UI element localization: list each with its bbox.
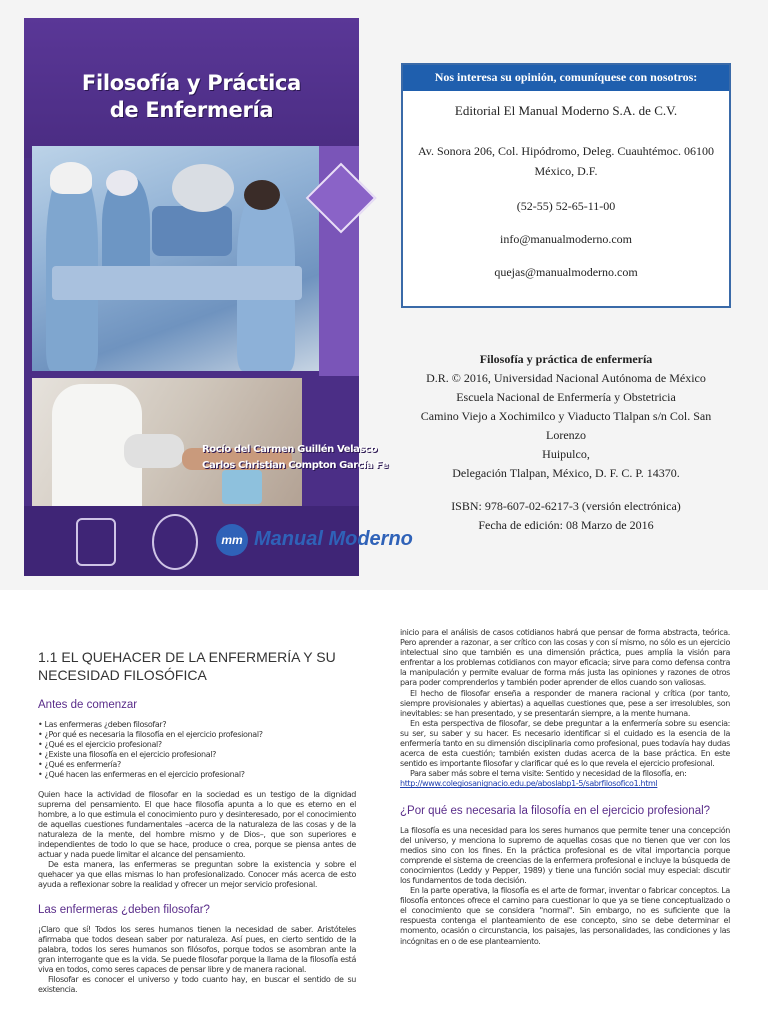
paragraph: Para saber más sobre el tema visite: Sentido y necesidad de la filosofía, en:: [410, 769, 687, 779]
paragraph: En esta perspectiva de filosofar, se debe preguntar a la enfermería sobre su esencia: su ser, su saber y su hacer. Es necesario identificar si el cuidado es la esencia de la enfermería tanto en su dimensión disciplinaria como profesional, pues todavía hay dudas acerca de esta cuestión; también existen dudas acerca de la base práctica. En este sentido es importante filosofar y clarificar qué es lo que revela el ejercicio profesional.: [400, 718, 730, 769]
cover-author-2: Carlos Christian Compton García Fe: [202, 460, 389, 471]
cover-title-line1: Filosofía y Práctica: [81, 71, 302, 95]
imprint-address-3: Delegación Tlalpan, México, D. F. C. P. 14370.: [452, 466, 680, 480]
publisher-name: Editorial El Manual Moderno S.A. de C.V.: [454, 103, 678, 118]
list-item: • ¿Qué es el ejercicio profesional?: [38, 740, 162, 750]
nurses-philosophize-heading: Las enfermeras ¿deben filosofar?: [38, 903, 210, 916]
list-item: • ¿Existe una filosofía en el ejercicio profesional?: [38, 750, 217, 760]
contact-header: Nos interesa su opinión, comuníquese con nosotros:: [403, 65, 729, 91]
eneo-seal-icon: [152, 514, 198, 570]
cover-authors: [202, 442, 388, 474]
publisher-phone: (52-55) 52-65-11-00: [516, 199, 616, 213]
list-item: • ¿Qué es enfermería?: [38, 760, 121, 770]
cover-title: [24, 70, 359, 124]
publisher-address: Av. Sonora 206, Col. Hipódromo, Deleg. Cuauhtémoc. 06100 México, D.F.: [418, 144, 714, 178]
contact-body: [403, 103, 729, 280]
before-start-heading: Antes de comenzar: [38, 699, 138, 711]
imprint-isbn: ISBN: 978-607-02-6217-3 (versión electrónica): [451, 499, 681, 513]
contact-box: [401, 63, 731, 308]
manual-moderno-logo-text: Manual Moderno: [254, 528, 413, 550]
list-item: • ¿Por qué es necesaria la filosofía en el ejercicio profesional?: [38, 730, 263, 740]
paragraph: La filosofía es una necesidad para los seres humanos que permite tener una concepción del universo, y menciona lo supremo de aquellas cosas que no tienen que ver con los medios sino con los fines. En la práctica profesional es de vital importancia porque comprende el sistema de creencias de la enfermera profesional e incluye la búsqueda de conocimientos (Leddy y Pepper, 1989) y tiene una función social muy especial: discutir los fundamentos de toda decisión.: [400, 825, 730, 885]
unam-seal-icon: [76, 518, 116, 566]
imprint-book-title: Filosofía y práctica de enfermería: [479, 352, 653, 366]
imprint-rights: D.R. © 2016, Universidad Nacional Autónoma de México: [426, 371, 706, 385]
cover-photo-surgery: [32, 146, 328, 371]
question-list: [38, 720, 356, 781]
complaints-email-link[interactable]: quejas@manualmoderno.com: [494, 265, 638, 279]
article-title: 1.1 EL QUEHACER DE LA ENFERMERÍA Y SU NECESIDAD FILOSÓFICA: [38, 649, 336, 683]
paragraph: En la parte operativa, la filosofía es el arte de formar, inventar o fabricar conceptos. La filosofía entonces ofrece el camino para cuestionar lo que ya se tiene conceptualizado o el conocimiento que se considera "normal". Sin embargo, no es suficiente que la respuesta contenga el planteamiento de ese concepto, sino se debe determinar el momento, ocasión o circunstancia, los paisajes, las personalidades, las condiciones y las incógnitas en o de ese planteamiento.: [400, 886, 730, 946]
article-right-column: [400, 628, 730, 947]
paragraph: De esta manera, las enfermeras se preguntan sobre la existencia y sobre el quehacer ya que ellas mismas lo han profesionalizado. Conocer más acerca de esto ayuda a reflexionar sobre la realidad y ofrecer un mejor servicio profesional.: [38, 860, 356, 890]
paragraph: Quien hace la actividad de filosofar en la sociedad es un testigo de la dignidad suprema del pensamiento. El que hace filosofía apunta a lo que es eterno en el hombre, a lo que estimula el conocimiento puro y desinteresado, por el conocimiento de aquellas cuestiones fundamentales –acerca de la naturaleza de las cosas y de la naturaleza de la mente, del hombre mismo y de Dios–, que son superiores e independientes de todo lo que se hace, produce o crea, porque se piensa antes de actuar y nada puede limitar el alcance del pensamiento.: [38, 789, 356, 860]
paragraph: El hecho de filosofar enseña a responder de manera racional y crítica (por tanto, siempre provisionales y abiertas) a aquellas cuestiones que, pese a ser irresolubles, son inevitables: se han presentado, y se presentarán siempre, a la mente humana.: [400, 688, 730, 718]
paragraph: ¡Claro que sí! Todos los seres humanos tienen la necesidad de saber. Aristóteles afirmaba que todos desean saber por naturaleza. Así pues, en cierto sentido de la palabra, todos los seres humanos son filósofos, porque todos se asombran ante la gran interrogante que es la vida. Se puede filosofar porque la llama de la filosofía está viva en todos, como seres capaces de pensar libre y de manera racional.: [38, 924, 356, 974]
cover-title-line2: de Enfermería: [109, 98, 274, 122]
imprint-address-1: Camino Viejo a Xochimilco y Viaducto Tlalpan s/n Col. San Lorenzo: [420, 409, 712, 442]
paragraph: Filosofar es conocer el universo y todo cuanto hay, en buscar el sentido de su existencia.: [38, 974, 356, 995]
paragraph: inicio para el análisis de casos cotidianos habrá que pensar de forma abstracta, teórica. Pero aprender a razonar, a ser crítico con las cosas y con sí mismo, no sólo es un ejercicio intelectual sino que también es una dimensión práctica, pues amplía la visión para enfrentar a los problemas cotidianos con mayor eficacia; sirve para como defensa contra la manipulación y permite evaluar de forma más justa las opiniones y razones de otros para poder comprenderlos y también poder aprender de ellos cuando son valiosas.: [400, 628, 730, 688]
article-left-column: [38, 648, 356, 995]
list-item: • ¿Qué hacen las enfermeras en el ejercicio profesional?: [38, 770, 245, 780]
book-cover: [24, 18, 413, 576]
cover-author-1: Rocío del Carmen Guillén Velasco: [202, 444, 378, 455]
imprint-edition-date: Fecha de edición: 08 Marzo de 2016: [478, 518, 654, 532]
why-philosophy-heading: ¿Por qué es necesaria la filosofía en el ejercicio profesional?: [400, 804, 711, 817]
imprint-address-2: Huipulco,: [542, 447, 590, 461]
philosophy-reference-link[interactable]: http://www.colegiosanignacio.edu.pe/aboslabp1-5/sabrfilosofico1.html: [400, 779, 658, 789]
imprint-block: [405, 350, 727, 535]
manual-moderno-logo-icon: mm: [216, 524, 248, 556]
info-email-link[interactable]: info@manualmoderno.com: [499, 232, 633, 246]
list-item: • Las enfermeras ¿deben filosofar?: [38, 720, 167, 729]
article-page: [0, 590, 768, 1024]
imprint-school: Escuela Nacional de Enfermería y Obstetricia: [456, 390, 676, 404]
